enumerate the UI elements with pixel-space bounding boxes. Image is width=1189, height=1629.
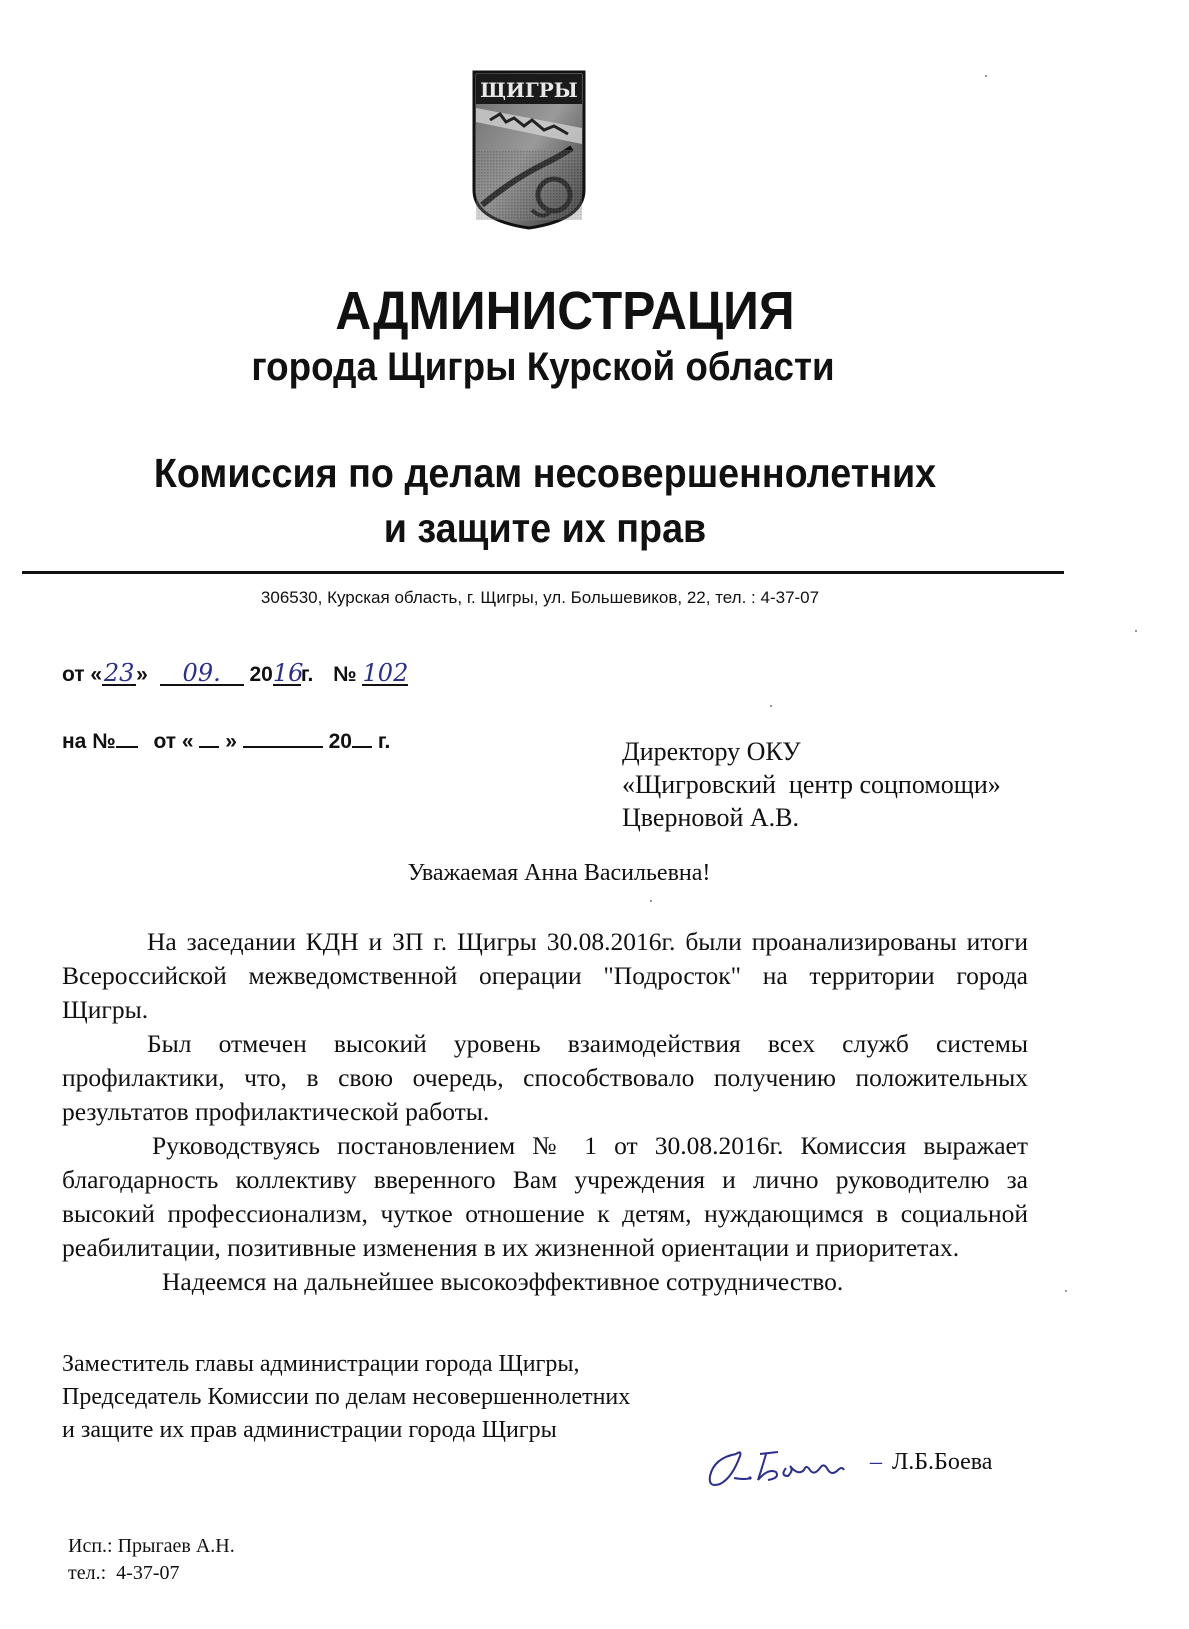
ref2-year-unit: г. [377, 730, 391, 753]
ref2-number-label: на № [62, 730, 116, 753]
commission-title-line1: Комиссия по делам несовершеннолетних [153, 450, 937, 496]
signer [870, 1449, 992, 1476]
organization-subtitle: города Щигры Курской области [251, 345, 835, 389]
organization-title: АДМИНИСТРАЦИЯ [335, 281, 795, 341]
scan-speck [985, 75, 987, 77]
letterhead-divider [22, 571, 1064, 574]
scan-speck [1135, 630, 1137, 632]
handwritten-signature [706, 1448, 866, 1492]
ref2-month-blank [243, 730, 323, 748]
recipient-organization: «Щигровский центр соцпомощи» [622, 770, 1001, 799]
executor-name: Исп.: Прыгаев А.Н. [68, 1535, 235, 1557]
letterhead-address: 306530, Курская область, г. Щигры, ул. Большевиков, 22, тел. : 4-37-07 [260, 588, 820, 607]
ref-year-suffix: 16 [272, 659, 304, 687]
recipient-name: Цверновой А.В. [622, 803, 799, 832]
body-paragraph: Был отмечен высокий уровень взаимодействия всех служб системы профилактики, что, в свою очередь, способствовало получению положительных результатов профилактической работы. [62, 1029, 1028, 1126]
commission-title-line2: и защите их прав [383, 505, 707, 551]
ref-from-label: от « [62, 663, 103, 686]
recipient-position: Директору ОКУ [622, 737, 801, 766]
incoming-reference [62, 730, 390, 754]
ref-year-prefix: 20 [249, 663, 273, 686]
ref2-year-blank [352, 730, 372, 748]
coat-of-arms-icon [472, 70, 586, 230]
signature-dash: – [870, 1449, 882, 1475]
ref2-close-quote: » [225, 730, 237, 753]
ref-number: 102 [362, 659, 409, 687]
signatory-title-line1: Заместитель главы администрации города Щигры, [62, 1351, 580, 1377]
salutation: Уважаемая Анна Васильевна! [407, 860, 711, 886]
ref-day: 23 [103, 659, 135, 687]
emblem-banner-text: ЩИГРЫ [480, 78, 578, 102]
ref2-number-blank [116, 730, 138, 748]
signature-icon [706, 1448, 866, 1492]
outgoing-reference [62, 659, 409, 687]
signatory-title-line3: и защите их прав администрации города Щигры [62, 1417, 557, 1443]
scan-speck [770, 705, 772, 707]
executor-info [68, 1533, 235, 1587]
signer-name: Л.Б.Боева [892, 1449, 993, 1475]
ref-year-unit: г. [300, 663, 314, 686]
body-paragraph: Надеемся на дальнейшее высокоэффективное сотрудничество. [162, 1267, 844, 1296]
letter-body [62, 925, 1028, 1299]
ref-close-quote: » [136, 663, 148, 686]
scan-speck [1065, 1290, 1067, 1292]
ref2-from-label: от « [153, 730, 194, 753]
signatory-title-line2: Председатель Комиссии по делам несовершеннолетних [62, 1384, 631, 1410]
ref-number-label: № [333, 663, 357, 686]
ref-month: 09. [160, 662, 244, 686]
body-paragraph: На заседании КДН и ЗП г. Щигры 30.08.2016г. были проанализированы итоги Всероссийской межведомственной операции "Подросток" на территории города Щигры. [62, 927, 1028, 1024]
scan-speck [650, 900, 652, 902]
signatory-title [62, 1348, 630, 1447]
body-paragraph: Руководствуясь постановлением № 1 от 30.08.2016г. Комиссия выражает благодарность коллективу вверенного Вам учреждения и лично руководителю за высокий профессионализм, чуткое отношение к детям, нуждающимся в социальной реабилитации, позитивные изменения в их жизненной ориентации и приоритетах. [62, 1131, 1028, 1262]
executor-phone: тел.: 4-37-07 [68, 1562, 180, 1584]
ref2-day-blank [199, 730, 219, 748]
ref2-year-prefix: 20 [328, 730, 352, 753]
coat-of-arms [472, 70, 586, 230]
recipient-block [622, 735, 1001, 834]
